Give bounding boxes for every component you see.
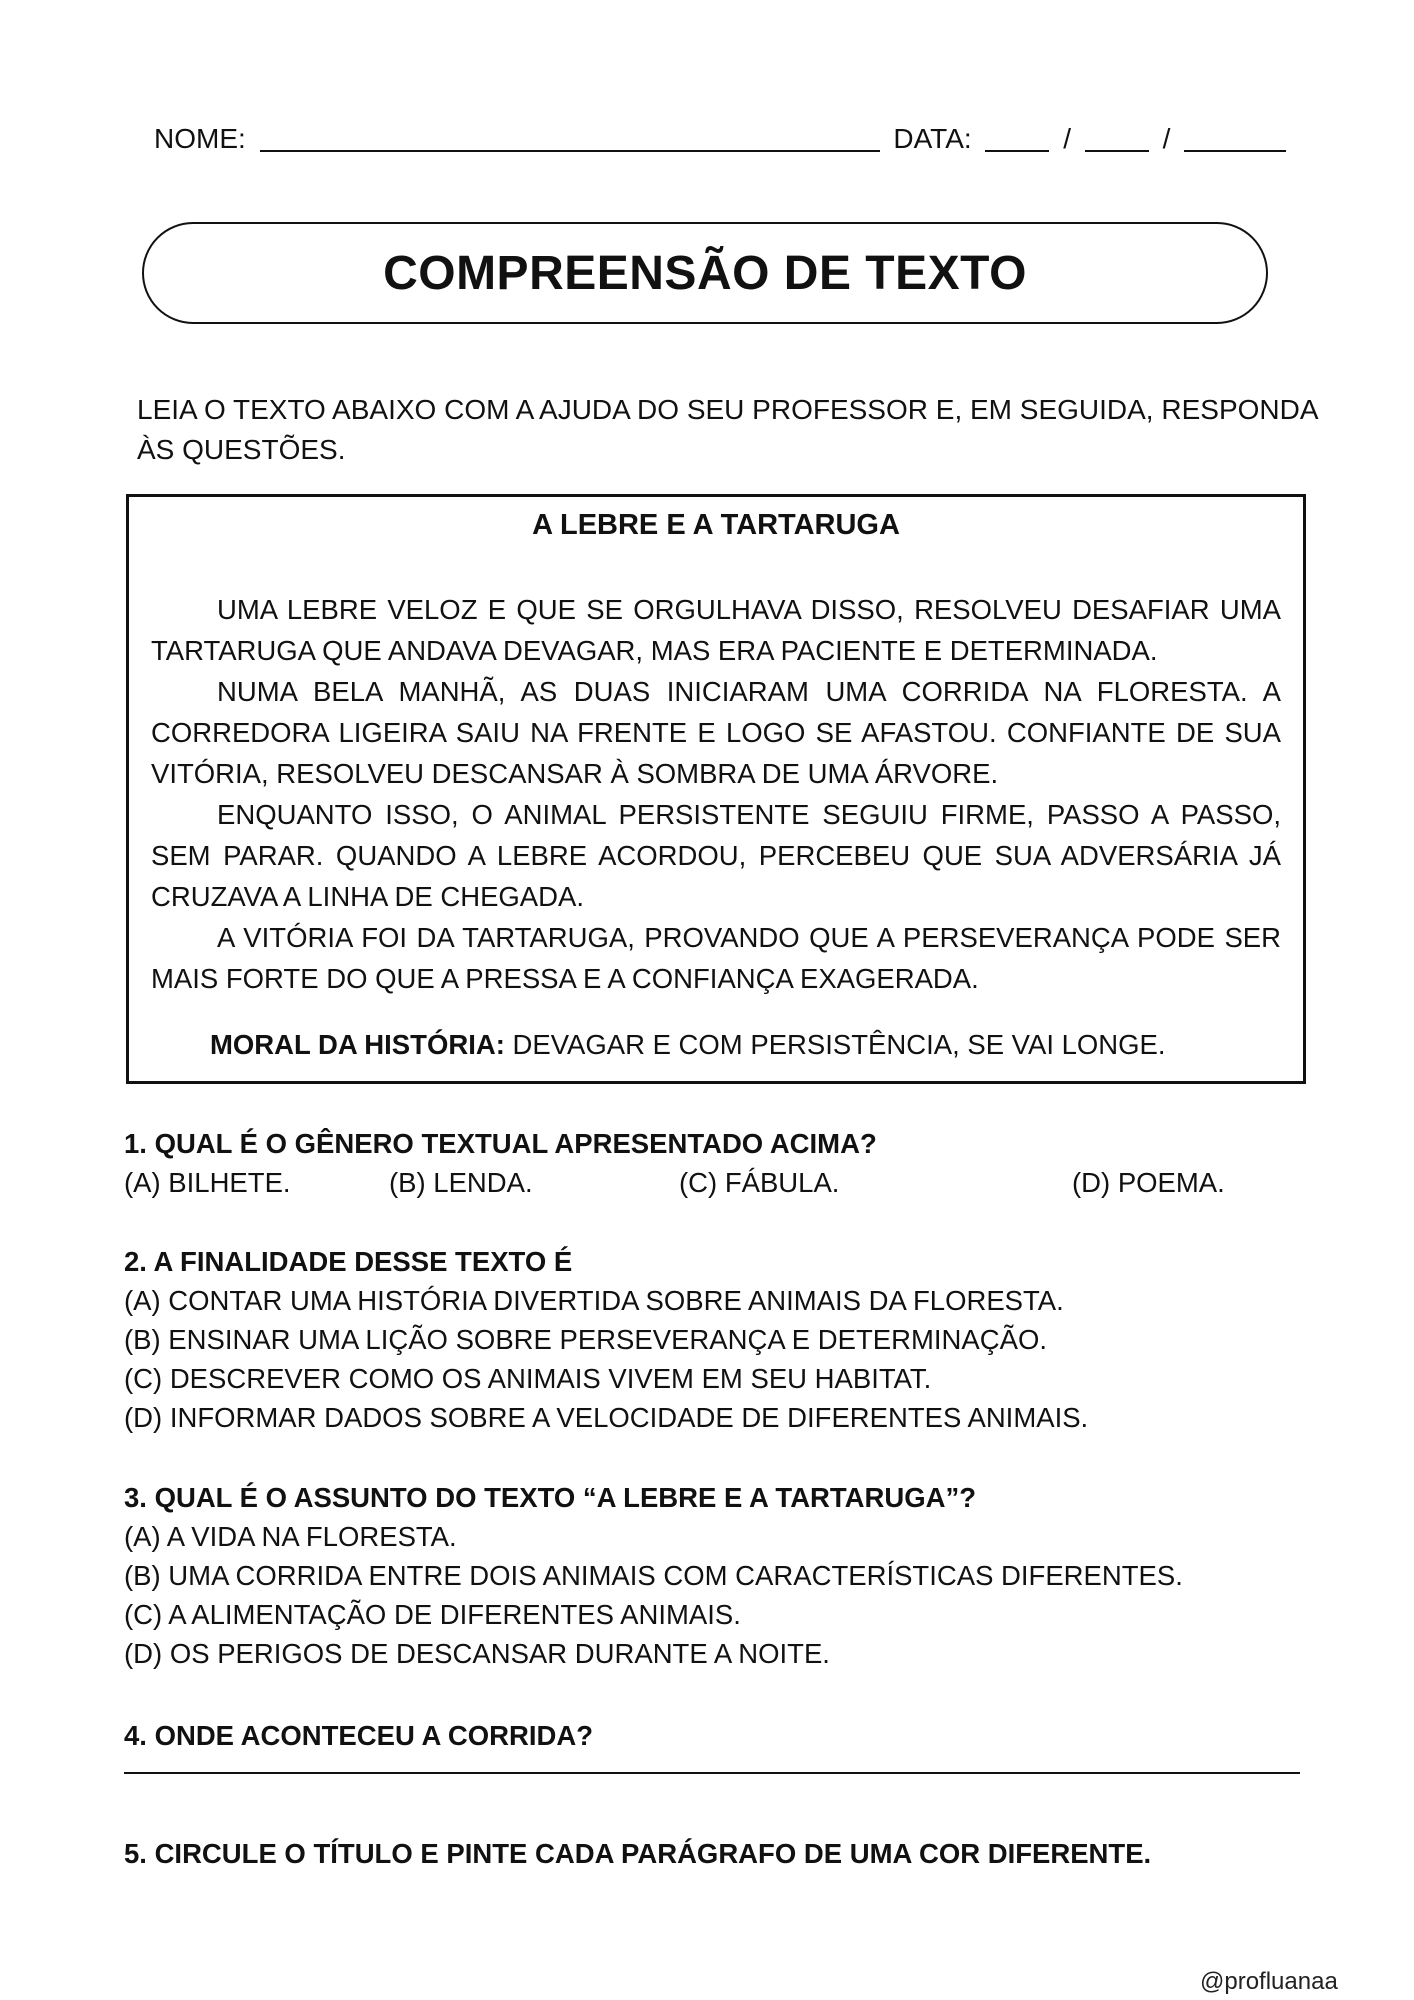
date-separator: / [1162, 123, 1171, 154]
moral-text: DEVAGAR E COM PERSISTÊNCIA, SE VAI LONGE. [504, 1029, 1166, 1060]
moral-label: MORAL DA HISTÓRIA: [210, 1029, 505, 1060]
instructions-line: LEIA O TEXTO ABAIXO COM A AJUDA DO SEU PROFESSOR E, EM SEGUIDA, RESPONDA [137, 394, 1319, 425]
story-body [151, 589, 1281, 999]
question-options [124, 1163, 1304, 1202]
option-d[interactable]: (D) OS PERIGOS DE DESCANSAR DURANTE A NOITE. [124, 1638, 830, 1669]
option-c[interactable]: (C) FÁBULA. [679, 1167, 840, 1198]
question-4 [124, 1716, 1304, 1755]
question-2 [124, 1242, 1304, 1437]
option-a[interactable]: (A) BILHETE. [124, 1167, 291, 1198]
story-moral [210, 1029, 1166, 1061]
question-1 [124, 1124, 1304, 1202]
question-title: 1. QUAL É O GÊNERO TEXTUAL APRESENTADO ACIMA? [124, 1128, 877, 1159]
author-credit: @profluanaa [1200, 1968, 1338, 1995]
story-paragraph: NUMA BELA MANHÃ, AS DUAS INICIARAM UMA CORRIDA NA FLORESTA. A CORREDORA LIGEIRA SAIU NA FRENTE E LOGO SE AFASTOU. CONFIANTE DE SUA VITÓRIA, RESOLVEU DESCANSAR À SOMBRA DE UMA ÁRVORE. [151, 676, 1281, 789]
instructions-line: ÀS QUESTÕES. [137, 434, 346, 465]
question-title: 3. QUAL É O ASSUNTO DO TEXTO “A LEBRE E A TARTARUGA”? [124, 1482, 977, 1513]
title-banner [142, 222, 1268, 324]
option-b[interactable]: (B) UMA CORRIDA ENTRE DOIS ANIMAIS COM CARACTERÍSTICAS DIFERENTES. [124, 1560, 1183, 1591]
date-month-blank[interactable] [1085, 122, 1149, 152]
date-year-blank[interactable] [1184, 122, 1286, 152]
page-title: COMPREENSÃO DE TEXTO [383, 246, 1027, 300]
instructions [137, 390, 1319, 470]
story-paragraph: A VITÓRIA FOI DA TARTARUGA, PROVANDO QUE A PERSEVERANÇA PODE SER MAIS FORTE DO QUE A PRESSA E A CONFIANÇA EXAGERADA. [151, 922, 1281, 994]
name-label: NOME: [154, 123, 246, 154]
date-day-blank[interactable] [985, 122, 1049, 152]
option-a[interactable]: (A) A VIDA NA FLORESTA. [124, 1521, 457, 1552]
option-b[interactable]: (B) LENDA. [389, 1167, 533, 1198]
date-label: DATA: [893, 123, 972, 154]
option-c[interactable]: (C) A ALIMENTAÇÃO DE DIFERENTES ANIMAIS. [124, 1599, 741, 1630]
header-fields [154, 122, 1274, 155]
story-box [126, 494, 1306, 1084]
option-a[interactable]: (A) CONTAR UMA HISTÓRIA DIVERTIDA SOBRE ANIMAIS DA FLORESTA. [124, 1285, 1064, 1316]
option-c[interactable]: (C) DESCREVER COMO OS ANIMAIS VIVEM EM SEU HABITAT. [124, 1363, 932, 1394]
story-paragraph: ENQUANTO ISSO, O ANIMAL PERSISTENTE SEGUIU FIRME, PASSO A PASSO, SEM PARAR. QUANDO A LEBRE ACORDOU, PERCEBEU QUE SUA ADVERSÁRIA JÁ CRUZAVA A LINHA DE CHEGADA. [151, 799, 1281, 912]
story-title: A LEBRE E A TARTARUGA [532, 509, 900, 541]
question-title: 5. CIRCULE O TÍTULO E PINTE CADA PARÁGRAFO DE UMA COR DIFERENTE. [124, 1838, 1152, 1869]
question-title: 2. A FINALIDADE DESSE TEXTO É [124, 1246, 573, 1277]
answer-line[interactable] [124, 1772, 1300, 1774]
story-paragraph: UMA LEBRE VELOZ E QUE SE ORGULHAVA DISSO, RESOLVEU DESAFIAR UMA TARTARUGA QUE ANDAVA DEVAGAR, MAS ERA PACIENTE E DETERMINADA. [151, 594, 1281, 666]
option-b[interactable]: (B) ENSINAR UMA LIÇÃO SOBRE PERSEVERANÇA E DETERMINAÇÃO. [124, 1324, 1047, 1355]
name-blank[interactable] [260, 122, 880, 152]
question-title: 4. ONDE ACONTECEU A CORRIDA? [124, 1720, 594, 1751]
question-3 [124, 1478, 1304, 1673]
option-d[interactable]: (D) POEMA. [1072, 1167, 1225, 1198]
question-5 [124, 1834, 1304, 1873]
option-d[interactable]: (D) INFORMAR DADOS SOBRE A VELOCIDADE DE DIFERENTES ANIMAIS. [124, 1402, 1089, 1433]
date-separator: / [1063, 123, 1071, 154]
